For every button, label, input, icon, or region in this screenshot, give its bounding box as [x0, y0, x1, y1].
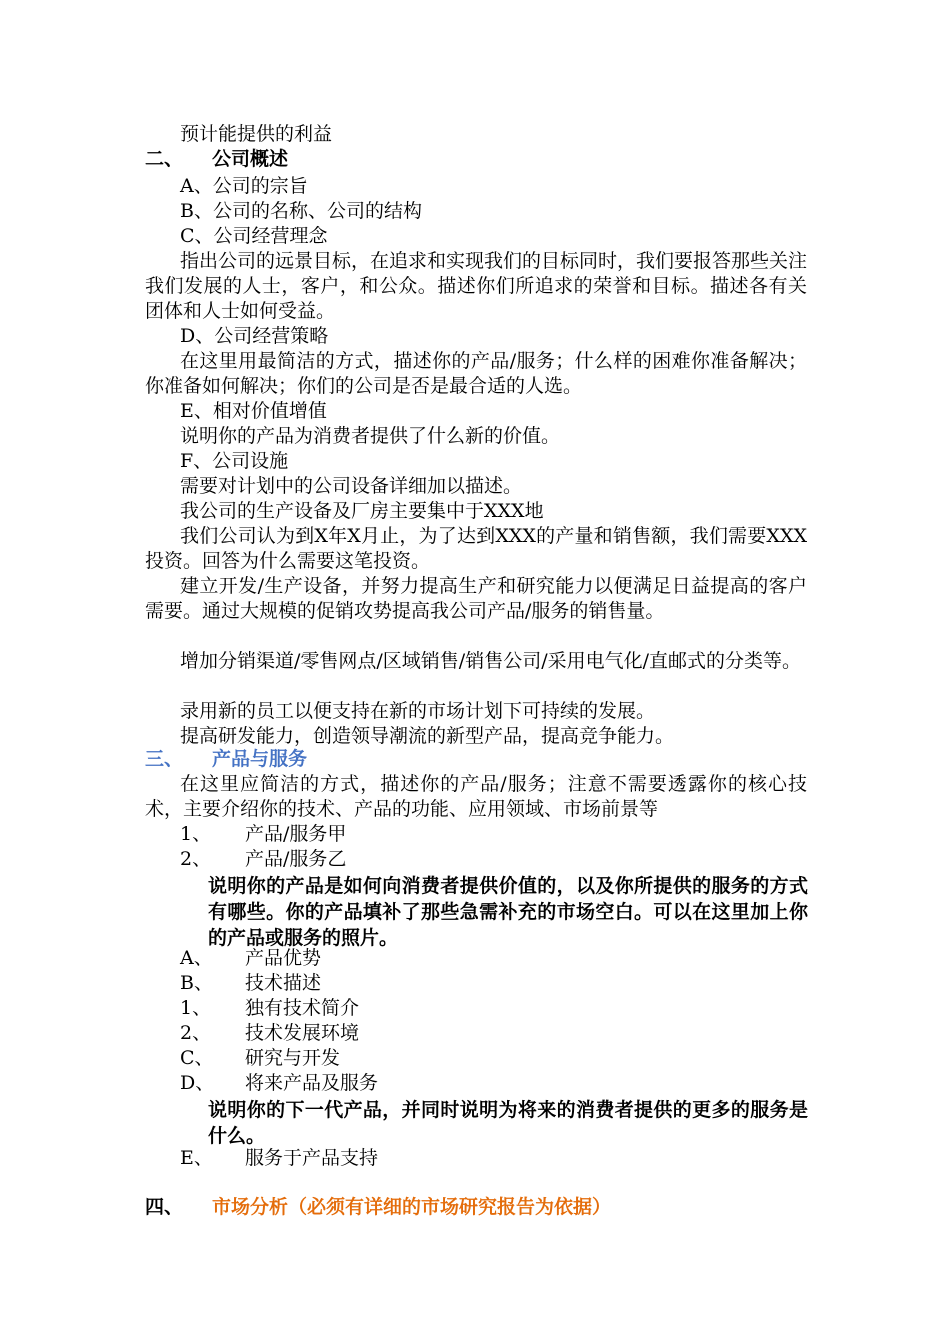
- section-4-heading: [145, 1195, 810, 1220]
- item-c-paragraph: 指出公司的远景目标，在追求和实现我们的目标同时，我们要报答那些关注我们发展的人士，客户，和公众。描述你们所追求的荣誉和目标。描述各有关团体和人士如何受益。: [145, 250, 808, 322]
- item-b: B、公司的名称、公司的结构: [180, 200, 422, 222]
- item-f-text-2: 我公司的生产设备及厂房主要集中于XXX地: [180, 500, 544, 522]
- item-f-text-4: 建立开发/生产设备，并努力提高生产和研究能力以便满足日益提高的客户需要。通过大规模的促销攻势提高我公司产品/服务的销售量。: [145, 575, 807, 622]
- list-item-tech-description: [180, 971, 321, 996]
- list-marker: C、: [180, 1047, 214, 1069]
- list-item-service-support: [180, 1146, 378, 1171]
- section-4-title: 市场分析（必须有详细的市场研究报告为依据）: [212, 1196, 612, 1218]
- list-item-label: 独有技术简介: [245, 997, 360, 1019]
- list-item-future-products: [180, 1071, 378, 1096]
- list-item-research: [180, 1046, 340, 1071]
- list-item-unique-tech: [180, 996, 359, 1021]
- item-a: A、公司的宗旨: [180, 175, 308, 197]
- item-f: F、公司设施: [180, 450, 289, 472]
- list-item-advantage: [180, 946, 321, 971]
- list-marker: 2、: [180, 1022, 212, 1044]
- list-item-label: 产品/服务甲: [245, 823, 347, 845]
- list-item-product-b: [180, 847, 346, 872]
- section-2-heading: [145, 147, 810, 172]
- bold-paragraph-value: [208, 873, 808, 951]
- section-3-heading: [145, 747, 810, 772]
- list-item-label: 研究与开发: [245, 1047, 341, 1069]
- list-marker: 1、: [180, 823, 212, 845]
- benefit-line: 预计能提供的利益: [180, 123, 333, 145]
- section-2-title: 公司概述: [212, 148, 289, 170]
- list-item-label: 技术描述: [245, 972, 322, 994]
- list-item-label: 技术发展环境: [245, 1022, 360, 1044]
- list-marker: 2、: [180, 848, 212, 870]
- section-2-number: 二、: [145, 148, 184, 170]
- list-item-label: 产品/服务乙: [245, 848, 347, 870]
- bold-paragraph-future: [208, 1097, 808, 1149]
- item-f-text-6: 录用新的员工以便支持在新的市场计划下可持续的发展。: [180, 700, 656, 722]
- list-marker: B、: [180, 972, 213, 994]
- bold-paragraph-future-text: 说明你的下一代产品，并同时说明为将来的消费者提供的更多的服务是什么。: [208, 1099, 808, 1147]
- list-item-tech-environment: [180, 1021, 359, 1046]
- item-d-paragraph: 在这里用最简洁的方式，描述你的产品/服务；什么样的困难你准备解决；你准备如何解决；你们的公司是否是最合适的人选。: [145, 350, 807, 397]
- section-3-paragraph: 在这里应简洁的方式，描述你的产品/服务；注意不需要透露你的核心技术，主要介绍你的技术、产品的功能、应用领域、市场前景等: [145, 773, 807, 820]
- bold-paragraph-value-text: 说明你的产品是如何向消费者提供价值的，以及你所提供的服务的方式有哪些。你的产品填补了那些急需补充的市场空白。可以在这里加上你的产品或服务的照片。: [208, 875, 808, 949]
- list-marker: D、: [180, 1072, 215, 1094]
- item-f-text-1: 需要对计划中的公司设备详细加以描述。: [180, 475, 523, 497]
- list-item-label: 将来产品及服务: [245, 1072, 379, 1094]
- list-item-label: 产品优势: [245, 947, 322, 969]
- section-3-title: 产品与服务: [212, 748, 308, 770]
- item-e-paragraph: 说明你的产品为消费者提供了什么新的价值。: [180, 425, 561, 447]
- item-d: D、公司经营策略: [180, 325, 329, 347]
- list-item-product-a: [180, 822, 346, 847]
- item-f-text-5: 增加分销渠道/零售网点/区域销售/销售公司/采用电气化/直邮式的分类等。: [180, 650, 802, 672]
- list-marker: E、: [180, 1147, 213, 1169]
- section-3-number: 三、: [145, 748, 184, 770]
- section-4-number: 四、: [145, 1196, 184, 1218]
- item-f-text-7: 提高研发能力，创造领导潮流的新型产品，提高竞争能力。: [180, 725, 675, 747]
- item-e: E、相对价值增值: [180, 400, 327, 422]
- item-c: C、公司经营理念: [180, 225, 328, 247]
- item-f-text-3: 我们公司认为到X年X月止，为了达到XXX的产量和销售额，我们需要XXX投资。回答为什么需要这笔投资。: [145, 525, 807, 572]
- list-marker: A、: [180, 947, 213, 969]
- list-item-label: 服务于产品支持: [245, 1147, 379, 1169]
- list-marker: 1、: [180, 997, 212, 1019]
